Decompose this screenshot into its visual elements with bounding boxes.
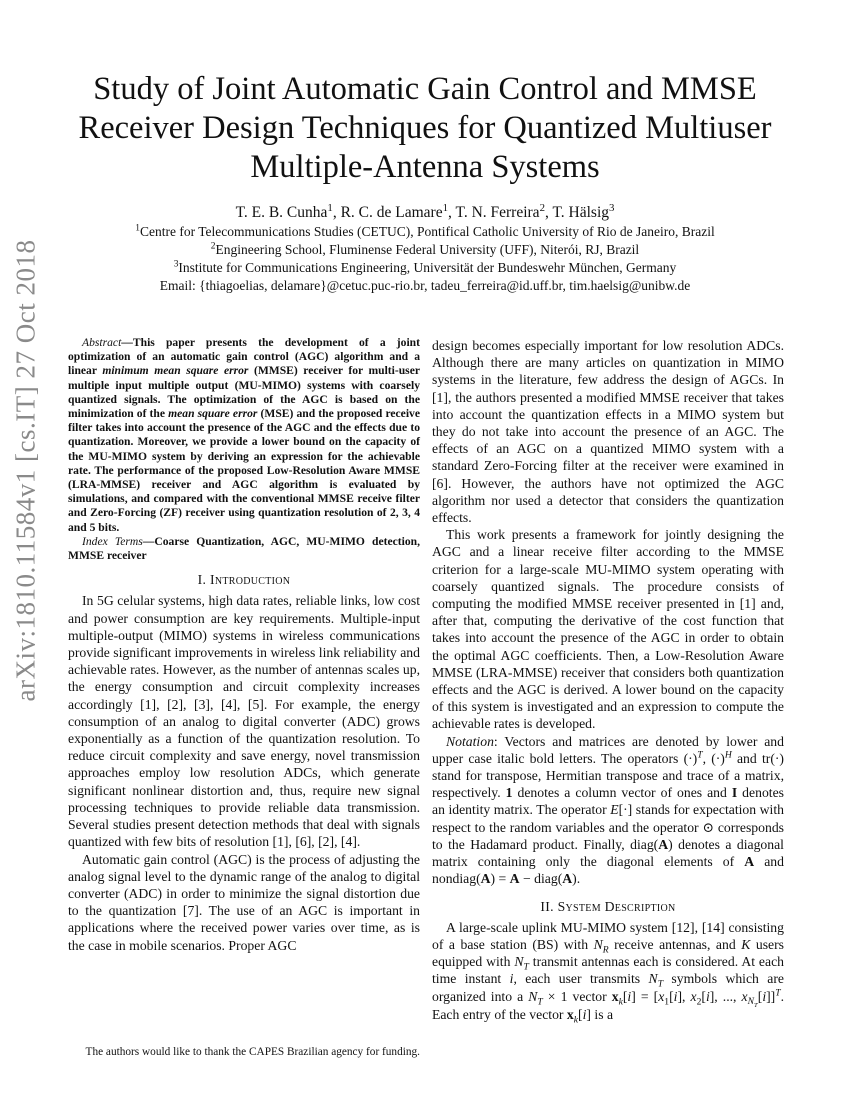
- intro-paragraph-1: In 5G celular systems, high data rates, reliable links, low cost and power consumption are key requirements. Multiple-input multiple-output (MIMO) systems in wireless communications provide significant improvements in wireless link reliability and achievable rates. However, as the number of antennas scales up, the energy consumption and circuit complexity increases accordingly [1], [2], [3], [4], [5]. For example, the energy consumption of an analog to digital converter (ADC) grows exponentially as a function of the quantization resolution. To reduce circuit complexity and save energy, novel transmission approaches employ low resolution ADCs, which generate significant nonlinear distortion and, thus, require new signal processing techniques to provide reliable data transmission. Several studies present detection methods that deal with signals quantized with few bits of resolution [1], [6], [2], [4].: [68, 593, 420, 850]
- notation-label: Notation: [446, 733, 494, 749]
- affiliation-2: $^2$Engineering School, Fluminense Federal University (UFF), Niterói, RJ, Brazil: [210, 241, 640, 257]
- paper-title: Study of Joint Automatic Gain Control and MMSE Receiver Design Techniques for Quantized Multiuser Multiple-Antenna Systems: [78, 71, 772, 185]
- footnote: The authors would like to thank the CAPES Brazilian agency for funding.: [85, 1046, 420, 1058]
- author-3: T. N. Ferreira: [455, 204, 540, 221]
- right-column: [432, 337, 785, 1026]
- abstract: Abstract—This paper presents the development of a joint optimization of an automatic gain control (AGC) algorithm and a linear minimum mean square error (MMSE) receiver for multi-user multiple input multiple output (MU-MIMO) systems with coarsely quantized signals. The optimization of the AGC is based on the minimization of the mean square error (MSE) and the proposed receive filter takes into account the presence of the AGC and the effects due to quantization. Moreover, we provide a lower bound on the capacity of the MU-MIMO system by deriving an expression for the achievable rate. The performance of the proposed Low-Resolution Aware MMSE (LRA-MMSE) receiver and AGC algorithm is evaluated by simulations, and compared with the conventional MMSE receive filter and Zero-Forcing (ZF) receiver using quantization resolution of 2, 3, 4 and 5 bits.: [68, 336, 420, 534]
- system-description-paragraph: A large-scale uplink MU-MIMO system [12], [14] consisting of a base station (BS) with $N_R$ receive antennas, and K users equipped with $N_T$ transmit antennas each is considered. At each time instant i, each user transmits $N_T$ symbols which are organized into a $N_T \times 1$ vector $x_k[i] = [x_1[i]$, $x_2[i]$, ..., $x_{N_T}[i]]^T$. Each entry of the vector $x_k[i]$ is a: [432, 919, 785, 1026]
- author-list: T. E. B. Cunha$^1$, R. C. de Lamare$^1$, T. N. Ferreira$^2$, T. Hälsig$^3$: [235, 201, 615, 221]
- affiliation-3: $^3$Institute for Communications Engineering, Universität der Bundeswehr München, Germany: [173, 259, 677, 275]
- section-heading-introduction: I. Introduction: [197, 572, 291, 588]
- arxiv-id: arXiv:1810.11584v1 [cs.IT] 27 Oct 2018: [10, 239, 41, 701]
- author-1: T. E. B. Cunha: [235, 204, 328, 221]
- index-terms-label: Index Terms: [82, 534, 143, 548]
- intro-paragraph-3: This work presents a framework for jointly designing the AGC and a linear receive filter according to the MMSE criterion for a large-scale MU-MIMO system operating with coarsely quantized signals. The procedure consists of computing the modified MMSE receiver presented in [1] and, after that, computing the derivative of the cost function that takes into account the presence of the AGC in order to obtain the optimal AGC coefficients. Then, a Low-Resolution Aware MMSE (LRA-MMSE) receiver that considers both quantization effects and the AGC is derived. A lower bound on the capacity of this system is investigated and an expression to compute the achievable rates is developed.: [432, 527, 784, 732]
- index-terms: Index Terms—Coarse Quantization, AGC, MU-MIMO detection, MMSE receiver: [68, 534, 420, 563]
- arxiv-stamp: [4, 239, 48, 701]
- author-4: T. Hälsig: [552, 204, 610, 221]
- intro-paragraph-2: Automatic gain control (AGC) is the process of adjusting the analog signal level to the dynamic range of the analog to digital converter (ADC) in order to minimize the signal distortion due to the quantization [7]. The use of an AGC is important in applications where the received power varies over time, as is the case in mobile scenarios. Proper AGC: [68, 851, 420, 953]
- email-line: Email: {thiagoelias, delamare}@cetuc.puc-rio.br, tadeu_ferreira@id.uff.br, tim.haelsig@unibw.de: [159, 278, 691, 293]
- intro-paragraph-2-continued: design becomes especially important for low resolution ADCs. Although there are many articles on quantization in MIMO systems in the literature, few address the design of AGCs. In [1], the authors presented a modified MMSE receiver that takes into account the quantization effects in a MIMO system but they do not take into account the presence of an AGC. The effects of an AGC on a quantized MIMO system with a standard Zero-Forcing filter at the receiver were examined in [6]. However, the authors have not optimized the AGC algorithm nor used a detector that considers the quantization effects.: [432, 338, 784, 526]
- author-2: R. C. de Lamare: [340, 204, 443, 221]
- notation-paragraph: Notation: Vectors and matrices are denoted by lower and upper case italic bold letters. The operators $(\cdot)^T$, $(\cdot)^H$ and tr(·) stand for transpose, Hermitian transpose and trace of a matrix, respectively. 1 denotes a column vector of ones and I denotes an identity matrix. The operator E[·] stands for expectation with respect to the random variables and the operator ⊙ corresponds to the Hadamard product. Finally, diag(A) denotes a diagonal matrix containing only the diagonal elements of A and nondiag(A) = A − diag(A).: [432, 733, 784, 887]
- section-heading-system-description: II. System Description: [540, 898, 676, 914]
- abstract-label: Abstract: [82, 336, 122, 349]
- affiliation-1: $^1$Centre for Telecommunications Studies (CETUC), Pontifical Catholic University of Rio de Janeiro, Brazil: [135, 223, 715, 239]
- left-column: [68, 336, 420, 954]
